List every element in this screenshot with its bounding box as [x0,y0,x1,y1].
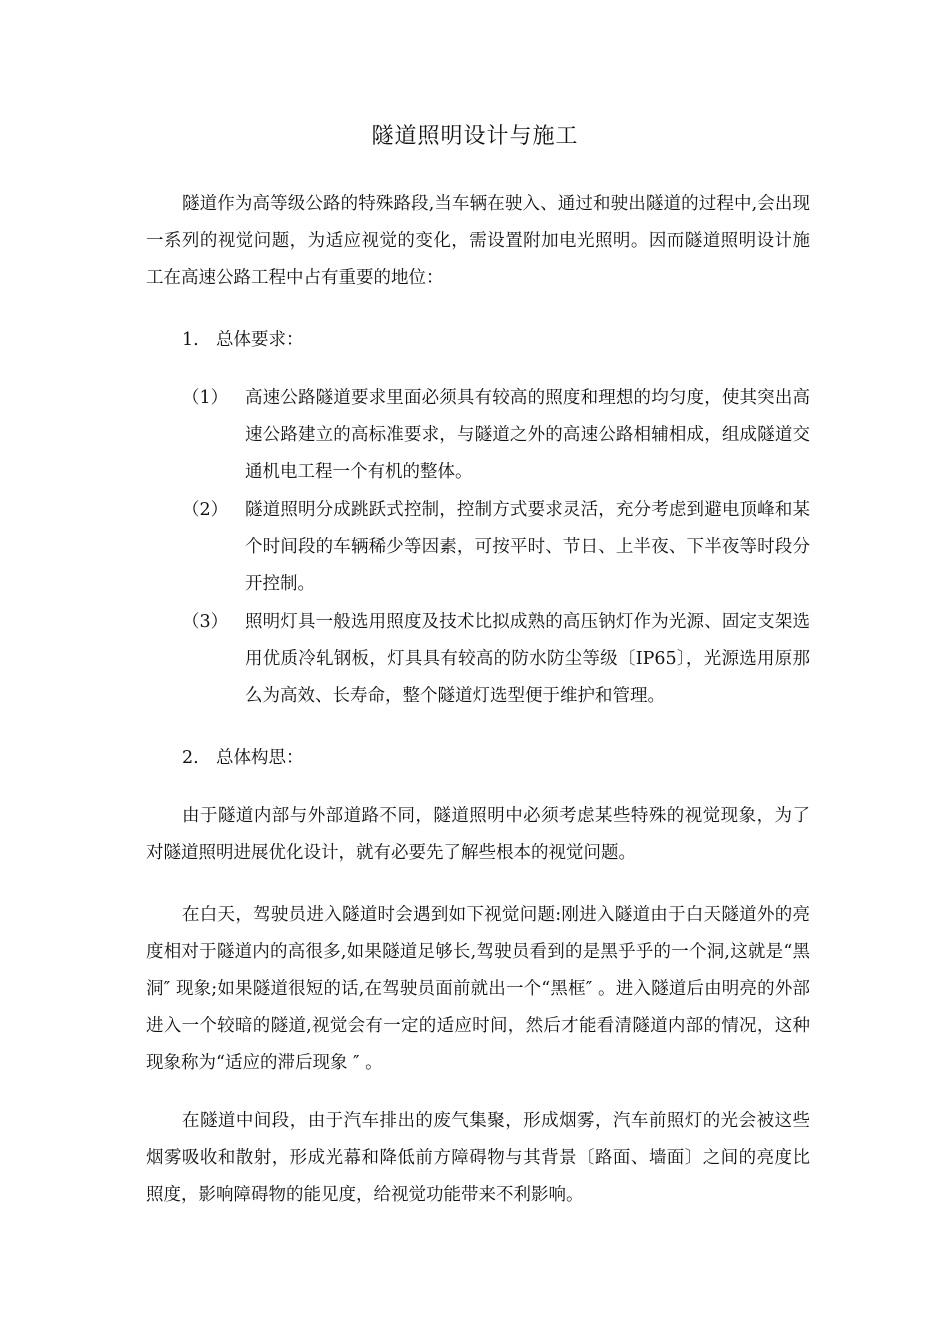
requirement-item-3 [182,604,810,715]
intro-paragraph: 隧道作为高等级公路的特殊路段,当车辆在驶入、通过和驶出隧道的过程中,会出现一系列的视觉问题，为适应视觉的变化，需设置附加电光照明。因而隧道照明设计施工在高速公路工程中占有重要的地位： [146,194,810,288]
section-1-heading [182,325,304,355]
item-text: 照明灯具一般选用照度及技术比拟成熟的高压钠灯作为光源、固定支架选用优质冷轧钢板，灯具具有较高的防水防尘等级〔IP65〕，光源选用原那么为高效、长寿命，整个隧道灯选型便于维护和管理。 [245,612,810,706]
requirement-item-2 [182,492,810,603]
item-marker: （3） [182,612,229,632]
body-paragraph-1: 由于隧道内部与外部道路不同，隧道照明中必须考虑某些特殊的视觉现象，为了对隧道照明进展优化设计，就有必要先了解些根本的视觉问题。 [146,806,810,863]
item-text: 隧道照明分成跳跃式控制，控制方式要求灵活，充分考虑到避电顶峰和某个时间段的车辆稀少等因素，可按平时、节日、上半夜、下半夜等时段分开控制。 [245,500,810,594]
item-marker: （2） [182,500,229,520]
section-1-number: 1. [182,330,199,350]
section-2-number: 2. [182,748,199,768]
section-1-title: 总体要求： [216,330,304,350]
item-marker: （1） [182,388,229,408]
section-2-heading [182,743,304,773]
body-paragraph-2: 在白天，驾驶员进入隧道时会遇到如下视觉问题:刚进入隧道由于白天隧道外的亮度相对于隧道内的高很多,如果隧道足够长,驾驶员看到的是黑乎乎的一个洞,这就是“黑洞″ 现象;如果隧道很短的话,在驾驶员面前就出一个“黑框″ 。进入隧道后由明亮的外部进入一个较暗的隧道,视觉会有一定的适应时间，然后才能看清隧道内部的情况，这种现象称为“适应的滞后现象 ″ 。 [146,905,810,1073]
requirement-item-1 [182,380,810,491]
section-2-title: 总体构思： [216,748,304,768]
item-text: 高速公路隧道要求里面必须具有较高的照度和理想的均匀度，使其突出高速公路建立的高标准要求，与隧道之外的高速公路相辅相成，组成隧道交通机电工程一个有机的整体。 [245,388,810,482]
body-paragraph-3: 在隧道中间段，由于汽车排出的废气集聚，形成烟雾，汽车前照灯的光会被这些烟雾吸收和散射，形成光幕和降低前方障碍物与其背景〔路面、墙面〕之间的亮度比照度，影响障碍物的能见度，给视觉功能带来不利影响。 [146,1111,810,1205]
document-title: 隧道照明设计与施工 [371,124,579,149]
